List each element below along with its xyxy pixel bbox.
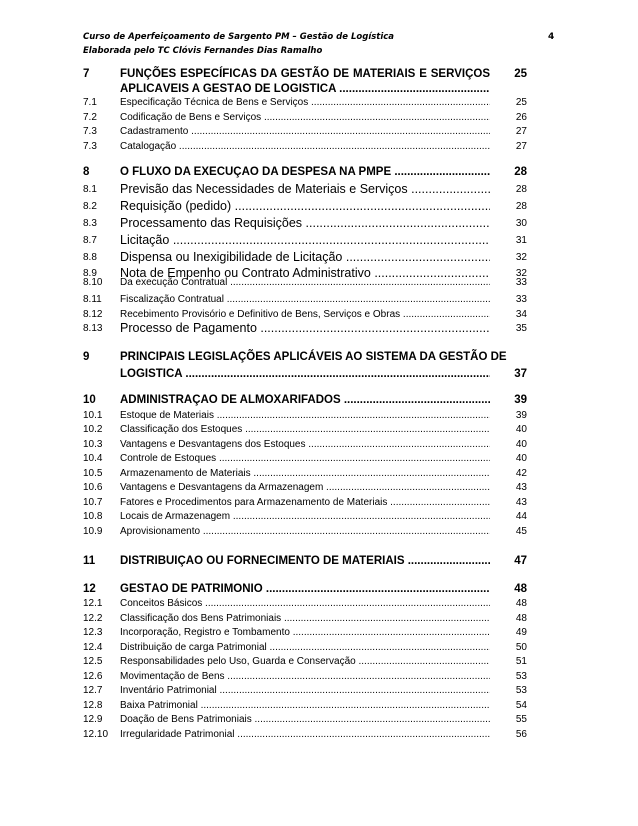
toc-entry-number: 8.3	[83, 218, 97, 229]
toc-section-number: 11	[83, 555, 96, 567]
toc-entry-number: 10.5	[83, 468, 103, 479]
toc-page-number: 37	[514, 368, 527, 380]
toc-page-number: 42	[515, 468, 527, 479]
toc-entry-number: 8.9	[83, 268, 97, 279]
toc-entry-number: 12.1	[83, 598, 103, 609]
toc-entry-title: Locais de Armazenagem .....	[120, 511, 490, 522]
toc-entry-number: 10.3	[83, 439, 103, 450]
toc-page-number: 43	[515, 497, 527, 508]
toc-page-number: 53	[515, 685, 527, 696]
toc-entry-number: 12.9	[83, 714, 103, 725]
toc-page-number: 47	[514, 555, 527, 567]
toc-page-number: 54	[515, 700, 527, 711]
toc-page-number: 43	[515, 482, 527, 493]
toc-entry-number: 12.4	[83, 642, 103, 653]
toc-entry-number: 10.8	[83, 511, 103, 522]
toc-section-7[interactable]	[83, 68, 527, 98]
toc-entry-title: Processamento das Requisições .....	[120, 216, 490, 230]
toc-entry-number: 10.7	[83, 497, 103, 508]
toc-entry-number: 8.2	[83, 201, 97, 212]
toc-page-number: 40	[515, 453, 527, 464]
toc-entry-title: Conceitos Básicos .....	[120, 598, 490, 609]
toc-page-number: 48	[515, 598, 527, 609]
toc-page-number: 28	[514, 166, 527, 178]
toc-page-number: 55	[515, 714, 527, 725]
toc-page-number: 33	[515, 277, 527, 288]
toc-section-number: 8	[83, 166, 90, 178]
toc-page-number: 32	[515, 252, 527, 263]
toc-entry-title: Processo de Pagamento .....	[120, 321, 490, 335]
toc-page-number: 30	[515, 218, 527, 229]
toc-page-number: 51	[515, 656, 527, 667]
toc-entry-title: Incorporação, Registro e Tombamento .....	[120, 627, 490, 638]
toc-page-number: 40	[515, 439, 527, 450]
toc-entry-title: Movimentação de Bens .....	[120, 671, 490, 682]
toc-entry-title: Distribuição de carga Patrimonial .....	[120, 642, 490, 653]
toc-page-number: 33	[515, 294, 527, 305]
toc-entry-title: Dispensa ou Inexigibilidade de Licitação .....	[120, 250, 490, 264]
toc-entry-title: Fatores e Procedimentos para Armazenamento de Materiais .....	[120, 497, 490, 508]
toc-entry-title: Irregularidade Patrimonial .....	[120, 729, 490, 740]
toc-page-number: 31	[515, 235, 527, 246]
toc-entry-number: 8.10	[83, 277, 103, 288]
toc-entry-title: Recebimento Provisório e Definitivo de Bens, Serviços e Obras .....	[120, 309, 490, 320]
toc-page-number: 39	[514, 394, 527, 406]
toc-page-number: 35	[515, 323, 527, 334]
toc-page-number: 27	[515, 141, 527, 152]
toc-section-9[interactable]	[83, 351, 527, 381]
toc-entry-number: 10.2	[83, 424, 103, 435]
toc-page-number: 28	[515, 184, 527, 195]
toc-entry-number: 12.8	[83, 700, 103, 711]
toc-entry-number: 8.7	[83, 235, 97, 246]
toc-page-number: 39	[515, 410, 527, 421]
toc-entry-number: 12.5	[83, 656, 103, 667]
toc-page-number: 25	[515, 97, 527, 108]
toc-entry-number: 12.3	[83, 627, 103, 638]
toc-page-number: 53	[515, 671, 527, 682]
toc-page-number: 48	[514, 583, 527, 595]
toc-entry-title: Armazenamento de Materiais .....	[120, 468, 490, 479]
toc-entry-title: Fiscalização Contratual .....	[120, 294, 490, 305]
toc-entry-title: Cadastramento .....	[120, 126, 490, 137]
toc-entry-title: Responsabilidades pelo Uso, Guarda e Conservação .....	[120, 656, 490, 667]
toc-entry-number: 10.1	[83, 410, 103, 421]
toc-section-title: DISTRIBUIÇÃO OU FORNECIMENTO DE MATERIAIS .....	[120, 555, 490, 567]
toc-page-number: 49	[515, 627, 527, 638]
toc-entry-number: 12.2	[83, 613, 103, 624]
toc-section-title-line1: PRINCIPAIS LEGISLAÇÕES APLICÁVEIS AO SISTEMA DA GESTÃO DE	[120, 351, 507, 363]
toc-entry-number: 10.6	[83, 482, 103, 493]
toc-page-number: 40	[515, 424, 527, 435]
toc-entry-title: Baixa Patrimonial .....	[120, 700, 490, 711]
toc-entry-title: Aprovisionamento .....	[120, 526, 490, 537]
toc-entry-number: 7.3	[83, 141, 97, 152]
toc-section-title: ADMINISTRAÇÃO DE ALMOXARIFADOS .....	[120, 394, 490, 406]
toc-entry-title: Previsão das Necessidades de Materiais e Serviços .....	[120, 182, 490, 196]
toc-entry-number: 10.4	[83, 453, 103, 464]
toc-section-title-line2: LOGÍSTICA .....	[120, 368, 490, 380]
toc-entry-number: 12.6	[83, 671, 103, 682]
toc-entry-number: 7.3	[83, 126, 97, 137]
toc-entry-title: Especificação Técnica de Bens e Serviços .....	[120, 97, 490, 108]
toc-page-number: 45	[515, 526, 527, 537]
toc-page-number: 25	[514, 68, 527, 80]
toc-entry-title: Nota de Empenho ou Contrato Administrativo .....	[120, 266, 490, 280]
toc-entry-title: Estoque de Materiais .....	[120, 410, 490, 421]
toc-entry-number: 8.12	[83, 309, 103, 320]
toc-entry-number: 10.9	[83, 526, 103, 537]
toc-entry-title: Catalogação .....	[120, 141, 490, 152]
page-number: 4	[548, 32, 555, 42]
toc-entry-title: Da execução Contratual .....	[120, 277, 490, 288]
toc-page-number: 48	[515, 613, 527, 624]
toc-entry-number: 12.10	[83, 729, 109, 740]
toc-entry-title: Vantagens e Desvantagens dos Estoques .....	[120, 439, 490, 450]
toc-entry-number: 8.11	[83, 294, 102, 305]
toc-entry-number: 7.2	[83, 112, 97, 123]
toc-page-number: 50	[515, 642, 527, 653]
toc-page-number: 34	[515, 309, 527, 320]
toc-section-title: GESTÃO DE PATRIMÔNIO .....	[120, 583, 490, 595]
toc-entry-title: Classificação dos Bens Patrimoniais .....	[120, 613, 490, 624]
toc-entry-title: Doação de Bens Patrimoniais .....	[120, 714, 490, 725]
toc-entry-number: 8.1	[83, 184, 97, 195]
toc-entry-title: Licitação .....	[120, 233, 490, 247]
toc-entry-number: 7.1	[83, 97, 97, 108]
toc-page-number: 32	[515, 268, 527, 279]
toc-page-number: 27	[515, 126, 527, 137]
toc-entry-title: Vantagens e Desvantagens da Armazenagem .....	[120, 482, 490, 493]
toc-entry-title: Classificação dos Estoques .....	[120, 424, 490, 435]
header-author: Elaborada pelo TC Clóvis Fernandes Dias Ramalho	[83, 46, 323, 56]
toc-page-number: 26	[515, 112, 527, 123]
toc-section-number: 9	[83, 351, 90, 363]
toc-entry-title: Controle de Estoques .....	[120, 453, 490, 464]
toc-section-number: 12	[83, 583, 96, 595]
toc-entry-number: 8.13	[83, 323, 103, 334]
toc-section-number: 7	[83, 68, 90, 80]
toc-page-number: 56	[515, 729, 527, 740]
toc-section-title-line2: APLICÁVEIS A GESTÃO DE LOGÍSTICA .....	[120, 83, 490, 95]
toc-entry-title: Requisição (pedido) .....	[120, 199, 490, 213]
toc-page-number: 44	[515, 511, 527, 522]
toc-entry-number: 8.8	[83, 252, 97, 263]
toc-entry-number: 12.7	[83, 685, 103, 696]
toc-entry-title: Inventário Patrimonial .....	[120, 685, 490, 696]
header-course-title: Curso de Aperfeiçoamento de Sargento PM – Gestão de Logística	[83, 32, 395, 42]
toc-section-title-line1: FUNÇÕES ESPECÍFICAS DA GESTÃO DE MATERIAIS E SERVIÇOS	[120, 68, 490, 80]
toc-section-title: O FLUXO DA EXECUÇÃO DA DESPESA NA PMPE .....	[120, 166, 490, 178]
toc-section-number: 10	[83, 394, 96, 406]
toc-page-number: 28	[515, 201, 527, 212]
toc-entry-title: Codificação de Bens e Serviços .....	[120, 112, 490, 123]
